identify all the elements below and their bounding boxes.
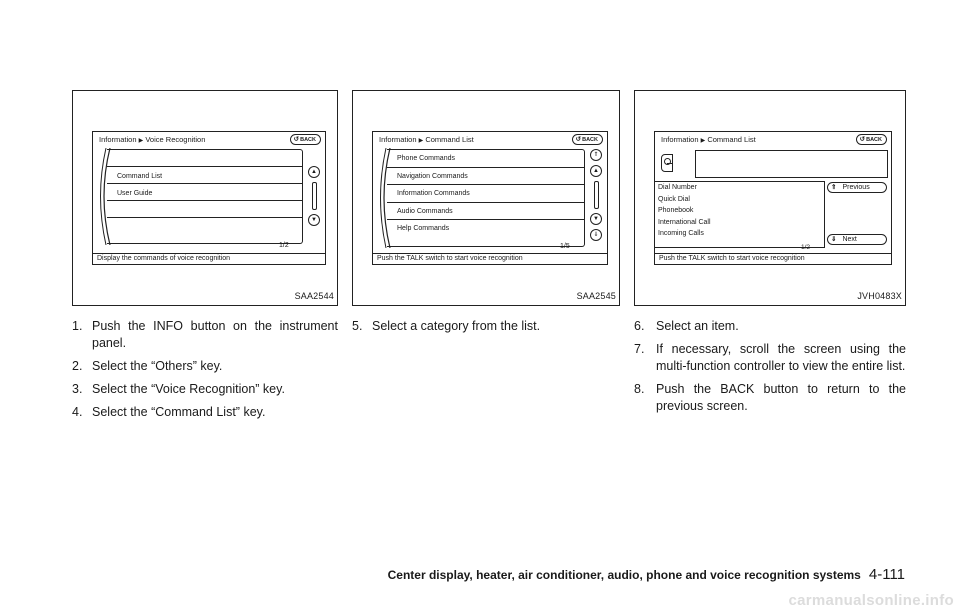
breadcrumb-arrow-icon: ▶ (138, 138, 144, 144)
display-screen (92, 131, 326, 265)
page-up-icon[interactable]: ⇑ (590, 149, 602, 161)
display-screen (654, 131, 892, 265)
breadcrumb-arrow-icon: ▶ (700, 138, 706, 144)
steps-list-2 (352, 318, 620, 341)
figure-code: SAA2545 (576, 291, 616, 301)
step-item: 8. Push the BACK button to return to the previous screen. (634, 382, 906, 413)
status-bar: Display the commands of voice recognition (93, 253, 325, 264)
back-icon: ↺ (293, 136, 300, 143)
steps-list-1 (72, 318, 338, 427)
back-icon: ↺ (575, 136, 582, 143)
step-item: 4. Select the “Command List” key. (72, 405, 266, 419)
screen-header: Information ▶ Command List (379, 135, 474, 144)
step-item: 6. Select an item. (634, 319, 739, 333)
command-detail-box (695, 150, 888, 178)
step-item: 3. Select the “Voice Recognition” key. (72, 382, 285, 396)
page-indicator: 1/2 (801, 244, 811, 251)
list-item-navigation-commands[interactable]: Navigation Commands (387, 168, 584, 186)
back-icon: ↺ (859, 136, 866, 143)
list-item-phone-commands[interactable]: Phone Commands (387, 150, 584, 168)
step-item: 1. Push the INFO button on the instrument panel. (72, 319, 338, 350)
step-item: 2. Select the “Others” key. (72, 359, 223, 373)
back-button[interactable]: ↺BACK (290, 134, 321, 145)
command-item-list (655, 181, 825, 248)
scroll-up-icon[interactable]: ▲ (308, 166, 320, 178)
back-button[interactable]: ↺BACK (856, 134, 887, 145)
list-item-international-call[interactable]: International Call (658, 218, 711, 226)
double-chevron-down-icon: ⇓ (831, 236, 837, 243)
breadcrumb-arrow-icon: ▶ (418, 138, 424, 144)
list-item-phonebook[interactable]: Phonebook (658, 207, 694, 214)
section-title: Center display, heater, air conditioner, audio, phone and voice recognition systems (387, 568, 861, 582)
scrollbar[interactable] (312, 182, 317, 210)
figure-code: JVH0483X (857, 291, 902, 301)
list-item-command-list[interactable]: Command List (107, 167, 302, 184)
page-footer (0, 566, 960, 583)
page-indicator: 1/2 (279, 242, 289, 249)
screen-header: Information ▶ Voice Recognition (99, 135, 206, 144)
command-menu-list (107, 149, 303, 244)
list-item-user-guide[interactable]: User Guide (107, 184, 302, 201)
page-down-icon[interactable]: ⇓ (590, 229, 602, 241)
figure-voice-recognition (72, 90, 338, 306)
category-list (387, 149, 585, 247)
step-item: 7. If necessary, scroll the screen using the multi-function controller to view the entire list. (634, 342, 906, 373)
scroll-up-icon[interactable]: ▲ (590, 165, 602, 177)
scrollbar[interactable] (594, 181, 599, 209)
back-button[interactable]: ↺BACK (572, 134, 603, 145)
status-bar: Push the TALK switch to start voice recognition (655, 253, 891, 264)
figure-command-list (352, 90, 620, 306)
list-item[interactable] (107, 201, 302, 218)
scroll-control[interactable] (589, 149, 603, 247)
next-button[interactable]: ⇓ Next (827, 234, 887, 245)
step-item: 5. Select a category from the list. (352, 319, 541, 333)
list-item-dial-number[interactable]: Dial Number (658, 184, 697, 191)
steps-list-3 (634, 318, 906, 421)
list-item[interactable] (107, 218, 302, 235)
double-chevron-up-icon: ⇑ (831, 184, 837, 191)
list-item-help-commands[interactable]: Help Commands (397, 225, 450, 232)
list-item-incoming-calls[interactable]: Incoming Calls (658, 230, 704, 237)
list-item-information-commands[interactable]: Information Commands (387, 185, 584, 203)
screen-header: Information ▶ Command List (661, 135, 756, 144)
scroll-down-icon[interactable]: ▼ (590, 213, 602, 225)
list-item-quick-dial[interactable]: Quick Dial (658, 195, 690, 203)
page-number: 4-111 (868, 566, 905, 583)
watermark: carmanualsonline.info (788, 592, 954, 609)
voice-command-icon (661, 154, 673, 172)
previous-button[interactable]: ⇑ Previous (827, 182, 887, 193)
display-screen (372, 131, 608, 265)
scroll-control[interactable] (307, 166, 321, 230)
page-indicator: 1/5 (560, 243, 570, 250)
list-item[interactable] (107, 150, 302, 167)
figure-command-items (634, 90, 906, 306)
scroll-down-icon[interactable]: ▼ (308, 214, 320, 226)
figure-code: SAA2544 (294, 291, 334, 301)
status-bar: Push the TALK switch to start voice recognition (373, 253, 607, 264)
list-item-audio-commands[interactable]: Audio Commands (387, 203, 584, 221)
